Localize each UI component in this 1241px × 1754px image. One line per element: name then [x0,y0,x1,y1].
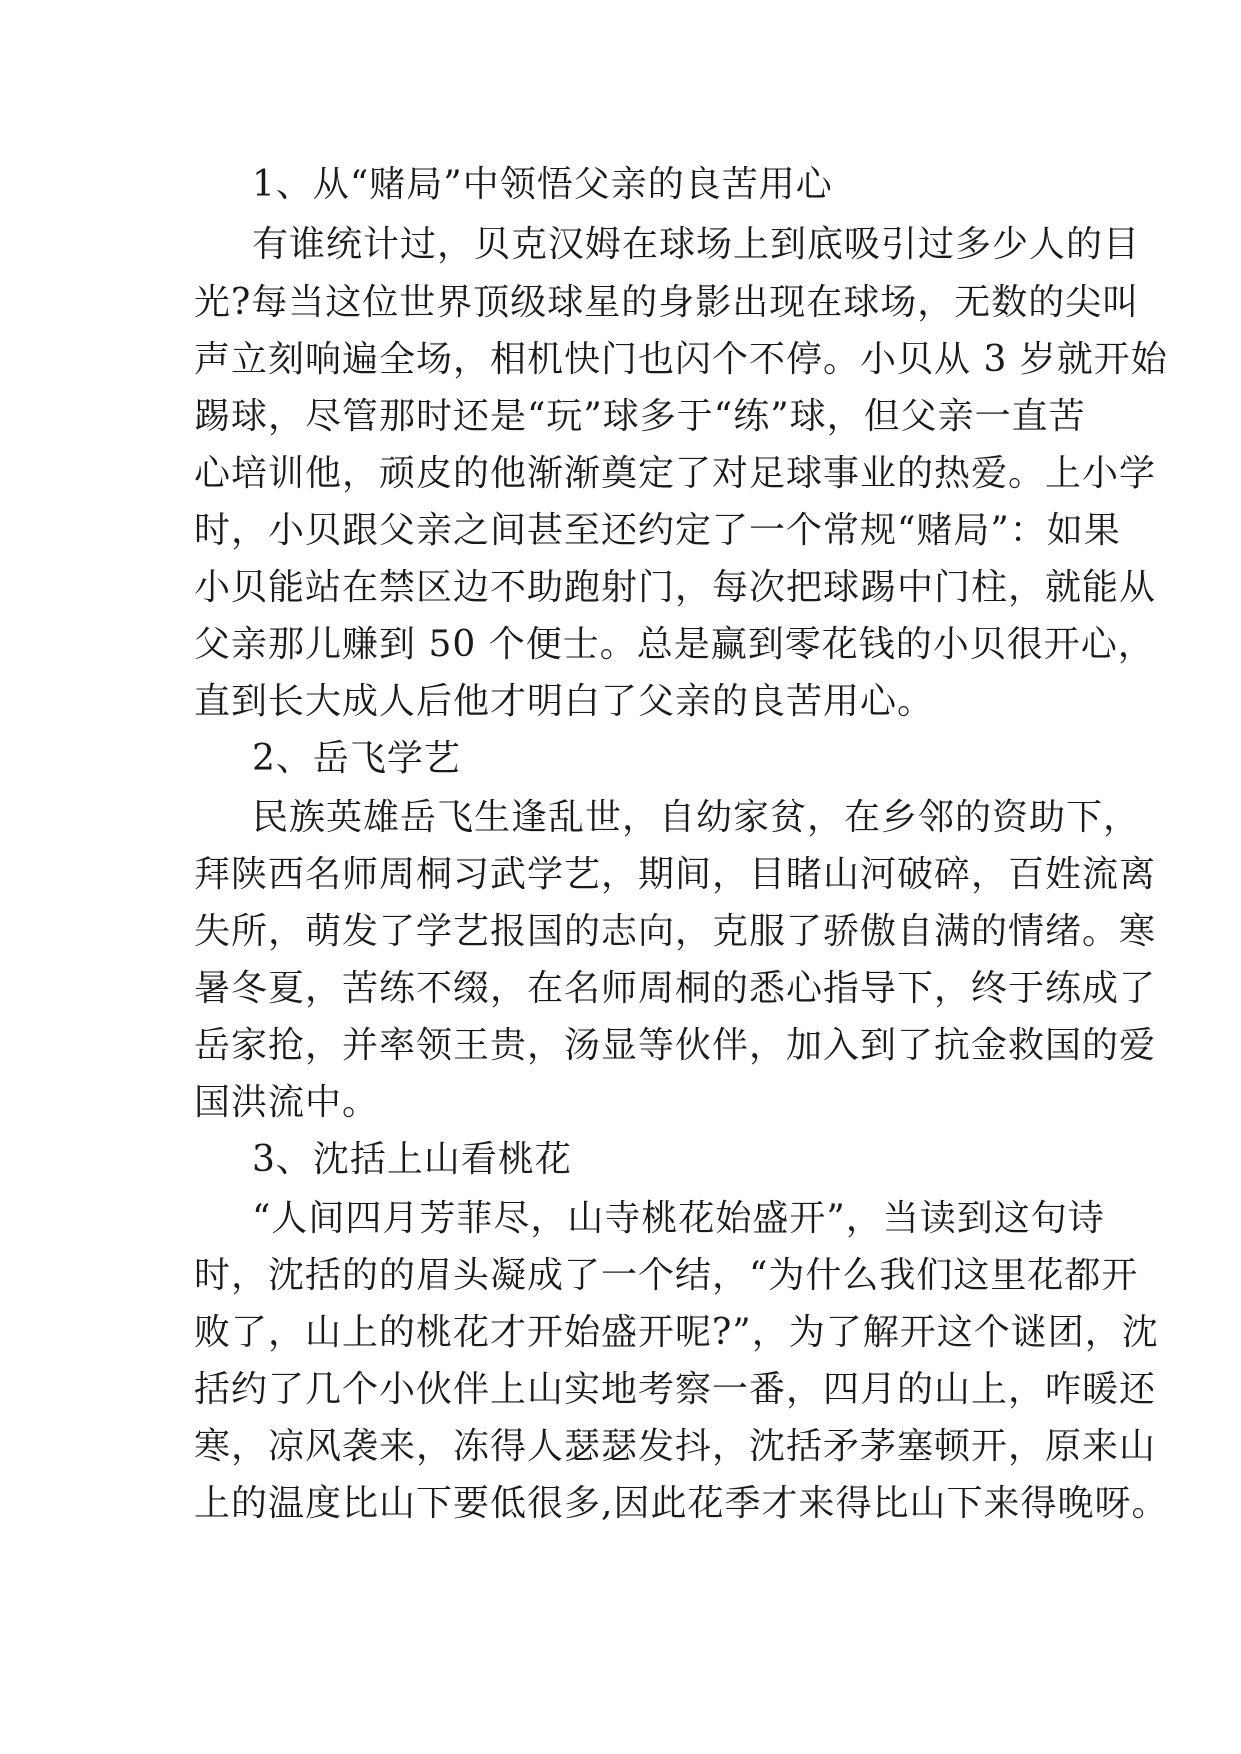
paragraph-line: 国洪流中。 [194,1082,380,1123]
paragraph-line: 括约了几个小伙伴上山实地考察一番，四月的山上，咋暖还 [194,1369,1157,1410]
paragraph-line: 民族英雄岳飞生逢乱世，自幼家贫，在乡邻的资助下， [252,797,1141,838]
paragraph-line: 小贝能站在禁区边不助跑射门，每次把球踢中门柱，就能从 [194,567,1157,608]
paragraph-line: 心培训他，顽皮的他渐渐奠定了对足球事业的热爱。上小学 [194,453,1157,494]
paragraph-line: “人间四月芳菲尽，山寺桃花始盛开”，当读到这句诗 [252,1198,1105,1239]
paragraph-line: 时，小贝跟父亲之间甚至还约定了一个常规“赌局”：如果 [194,510,1121,551]
section-heading-1: 1、从“赌局”中领悟父亲的良苦用心 [252,164,833,205]
paragraph-line: 踢球，尽管那时还是“玩”球多于“练”球，但父亲一直苦 [194,396,1086,437]
paragraph-line: 时，沈括的的眉头凝成了一个结，“为什么我们这里花都开 [194,1255,1139,1296]
paragraph-line: 直到长大成人后他才明白了父亲的良苦用心。 [194,681,935,722]
paragraph-line: 光?每当这位世界顶级球星的身影出现在球场，无数的尖叫 [194,282,1140,323]
paragraph-line: 寒，凉风袭来，冻得人瑟瑟发抖，沈括矛茅塞顿开，原来山 [194,1426,1157,1467]
paragraph-line: 有谁统计过，贝克汉姆在球场上到底吸引过多少人的目 [252,224,1141,265]
paragraph-line: 失所，萌发了学艺报国的志向，克服了骄傲自满的情绪。寒 [194,911,1157,952]
paragraph-line: 岳家抢，并率领王贵，汤显等伙伴，加入到了抗金救国的爱 [194,1025,1157,1066]
section-heading-2: 2、岳飞学艺 [252,738,461,779]
paragraph-line: 上的温度比山下要低很多,因此花季才来得比山下来得晚呀。 [194,1483,1169,1524]
paragraph-line: 败了，山上的桃花才开始盛开呢?”，为了解开这个谜团，沈 [194,1312,1159,1353]
section-heading-3: 3、沈括上山看桃花 [252,1139,572,1180]
paragraph-line: 声立刻响遍全场，相机快门也闪个不停。小贝从 3 岁就开始 [194,339,1168,380]
paragraph-line: 暑冬夏，苦练不缀，在名师周桐的悉心指导下，终于练成了 [194,968,1157,1009]
paragraph-line: 拜陕西名师周桐习武学艺，期间，目睹山河破碎，百姓流离 [194,854,1157,895]
paragraph-line: 父亲那儿赚到 50 个便士。总是赢到零花钱的小贝很开心， [194,624,1155,665]
